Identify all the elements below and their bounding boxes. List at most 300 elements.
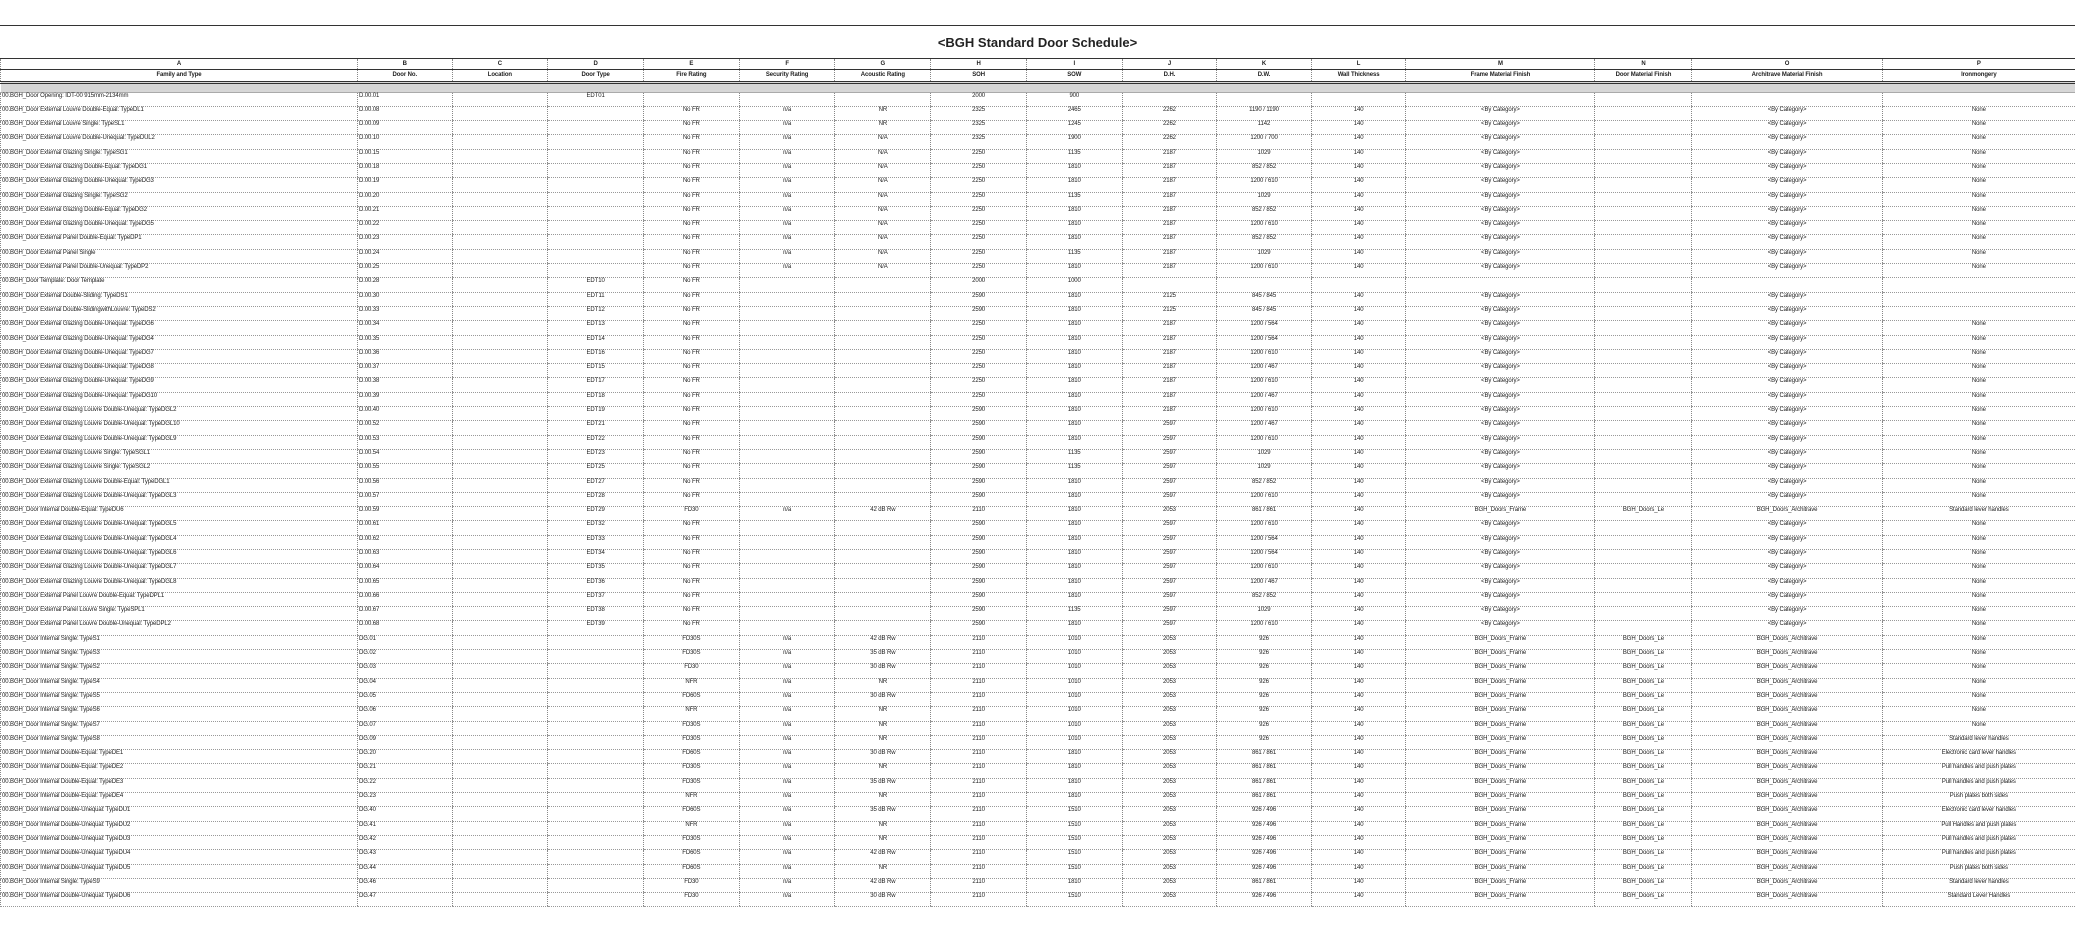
cell-architrave-material-finish[interactable]: BGH_Doors_Architrave xyxy=(1692,850,1882,864)
cell-dh[interactable]: 2187 xyxy=(1122,221,1217,235)
cell-door-no[interactable]: D.00.24 xyxy=(357,249,452,263)
table-row[interactable] xyxy=(1,435,2075,449)
cell-dh[interactable]: 2597 xyxy=(1122,564,1217,578)
cell-dw[interactable]: 1200 / 564 xyxy=(1217,535,1312,549)
table-row[interactable] xyxy=(1,178,2075,192)
cell-frame-material-finish[interactable]: <By Category> xyxy=(1406,621,1595,635)
cell-family-and-type[interactable]: 00.BGH_Door Internal Single: TypeS3 xyxy=(1,650,358,664)
cell-frame-material-finish[interactable]: <By Category> xyxy=(1406,607,1595,621)
table-row[interactable] xyxy=(1,492,2075,506)
cell-architrave-material-finish[interactable]: <By Category> xyxy=(1692,106,1882,120)
cell-family-and-type[interactable]: 00.BGH_Door Internal Single: TypeS2 xyxy=(1,664,358,678)
cell-frame-material-finish[interactable]: <By Category> xyxy=(1406,135,1595,149)
cell-door-no[interactable]: D.00.28 xyxy=(357,278,452,292)
cell-ironmongery[interactable] xyxy=(1882,92,2075,106)
cell-dw[interactable]: 861 / 861 xyxy=(1217,764,1312,778)
cell-location[interactable] xyxy=(452,235,548,249)
table-row[interactable] xyxy=(1,392,2075,406)
cell-dh[interactable]: 2053 xyxy=(1122,664,1217,678)
column-header-dh[interactable]: D.H. xyxy=(1122,69,1217,82)
cell-sow[interactable]: 1510 xyxy=(1026,835,1122,849)
cell-sow[interactable]: 1810 xyxy=(1026,435,1122,449)
cell-door-material-finish[interactable] xyxy=(1595,607,1692,621)
cell-door-type[interactable] xyxy=(548,149,644,163)
cell-door-no[interactable]: DG.06 xyxy=(357,707,452,721)
table-row[interactable] xyxy=(1,478,2075,492)
cell-door-material-finish[interactable]: BGH_Doors_Le xyxy=(1595,778,1692,792)
cell-ironmongery[interactable]: None xyxy=(1882,349,2075,363)
cell-architrave-material-finish[interactable]: <By Category> xyxy=(1692,321,1882,335)
cell-location[interactable] xyxy=(452,321,548,335)
cell-dw[interactable]: 1200 / 700 xyxy=(1217,135,1312,149)
cell-door-no[interactable]: DG.41 xyxy=(357,821,452,835)
cell-architrave-material-finish[interactable]: <By Category> xyxy=(1692,435,1882,449)
cell-ironmongery[interactable]: Electronic card lever handles xyxy=(1882,807,2075,821)
table-row[interactable] xyxy=(1,664,2075,678)
cell-door-no[interactable]: D.00.56 xyxy=(357,478,452,492)
cell-fire-rating[interactable]: No FR xyxy=(644,135,740,149)
cell-sow[interactable]: 1010 xyxy=(1026,650,1122,664)
cell-family-and-type[interactable]: 00.BGH_Door External Glazing Double-Equal: TypeDG2 xyxy=(1,206,358,220)
cell-wall-thickness[interactable]: 140 xyxy=(1311,235,1406,249)
cell-door-no[interactable]: DG.40 xyxy=(357,807,452,821)
cell-architrave-material-finish[interactable]: <By Category> xyxy=(1692,292,1882,306)
cell-wall-thickness[interactable]: 140 xyxy=(1311,750,1406,764)
cell-door-material-finish[interactable]: BGH_Doors_Le xyxy=(1595,793,1692,807)
cell-acoustic-rating[interactable]: N/A xyxy=(835,163,931,177)
cell-fire-rating[interactable]: No FR xyxy=(644,278,740,292)
cell-family-and-type[interactable]: 00.BGH_Door Internal Single: TypeS1 xyxy=(1,635,358,649)
column-letter-door-no[interactable]: B xyxy=(357,59,452,69)
cell-door-no[interactable]: DG.02 xyxy=(357,650,452,664)
cell-door-no[interactable]: DG.03 xyxy=(357,664,452,678)
cell-fire-rating[interactable]: No FR xyxy=(644,106,740,120)
cell-location[interactable] xyxy=(452,421,548,435)
table-row[interactable] xyxy=(1,106,2075,120)
cell-security-rating[interactable] xyxy=(739,435,835,449)
cell-acoustic-rating[interactable]: NR xyxy=(835,678,931,692)
cell-soh[interactable]: 2250 xyxy=(931,178,1027,192)
cell-family-and-type[interactable]: 00.BGH_Door External Glazing Louvre Double-Unequal: TypeDGL4 xyxy=(1,535,358,549)
cell-architrave-material-finish[interactable]: BGH_Doors_Architrave xyxy=(1692,893,1882,907)
cell-sow[interactable]: 1810 xyxy=(1026,778,1122,792)
cell-wall-thickness[interactable]: 140 xyxy=(1311,507,1406,521)
cell-dw[interactable]: 845 / 845 xyxy=(1217,292,1312,306)
cell-door-material-finish[interactable]: BGH_Doors_Le xyxy=(1595,635,1692,649)
cell-dw[interactable]: 926 xyxy=(1217,707,1312,721)
cell-security-rating[interactable] xyxy=(739,364,835,378)
cell-frame-material-finish[interactable]: <By Category> xyxy=(1406,192,1595,206)
cell-ironmongery[interactable]: None xyxy=(1882,478,2075,492)
cell-dh[interactable] xyxy=(1122,92,1217,106)
cell-frame-material-finish[interactable]: <By Category> xyxy=(1406,592,1595,606)
table-row[interactable] xyxy=(1,735,2075,749)
cell-location[interactable] xyxy=(452,864,548,878)
cell-door-no[interactable]: D.00.54 xyxy=(357,449,452,463)
cell-dw[interactable]: 852 / 852 xyxy=(1217,206,1312,220)
cell-family-and-type[interactable]: 00.BGH_Door Internal Double-Equal: TypeDU6 xyxy=(1,507,358,521)
cell-sow[interactable]: 1510 xyxy=(1026,850,1122,864)
table-row[interactable] xyxy=(1,635,2075,649)
cell-wall-thickness[interactable]: 140 xyxy=(1311,778,1406,792)
cell-dh[interactable]: 2597 xyxy=(1122,421,1217,435)
table-row[interactable] xyxy=(1,364,2075,378)
cell-door-no[interactable]: DG.43 xyxy=(357,850,452,864)
cell-fire-rating[interactable]: No FR xyxy=(644,292,740,306)
cell-acoustic-rating[interactable]: N/A xyxy=(835,135,931,149)
cell-security-rating[interactable]: n/a xyxy=(739,721,835,735)
cell-door-material-finish[interactable]: BGH_Doors_Le xyxy=(1595,750,1692,764)
cell-sow[interactable]: 1135 xyxy=(1026,249,1122,263)
cell-wall-thickness[interactable]: 140 xyxy=(1311,521,1406,535)
cell-soh[interactable]: 2250 xyxy=(931,378,1027,392)
cell-architrave-material-finish[interactable]: <By Category> xyxy=(1692,349,1882,363)
cell-door-material-finish[interactable]: BGH_Doors_Le xyxy=(1595,764,1692,778)
cell-family-and-type[interactable]: 00.BGH_Door Internal Double-Equal: TypeDE1 xyxy=(1,750,358,764)
cell-door-no[interactable]: D.00.63 xyxy=(357,550,452,564)
cell-architrave-material-finish[interactable]: <By Category> xyxy=(1692,607,1882,621)
cell-door-material-finish[interactable] xyxy=(1595,264,1692,278)
cell-location[interactable] xyxy=(452,621,548,635)
cell-dw[interactable]: 926 / 496 xyxy=(1217,821,1312,835)
cell-dw[interactable]: 861 / 861 xyxy=(1217,878,1312,892)
cell-architrave-material-finish[interactable]: <By Category> xyxy=(1692,535,1882,549)
cell-wall-thickness[interactable]: 140 xyxy=(1311,550,1406,564)
cell-fire-rating[interactable]: FD30 xyxy=(644,507,740,521)
cell-door-material-finish[interactable] xyxy=(1595,178,1692,192)
cell-frame-material-finish[interactable]: <By Category> xyxy=(1406,221,1595,235)
cell-soh[interactable]: 2590 xyxy=(931,578,1027,592)
table-row[interactable] xyxy=(1,378,2075,392)
cell-location[interactable] xyxy=(452,135,548,149)
cell-architrave-material-finish[interactable]: BGH_Doors_Architrave xyxy=(1692,778,1882,792)
cell-soh[interactable]: 2110 xyxy=(931,835,1027,849)
cell-door-type[interactable] xyxy=(548,692,644,706)
cell-acoustic-rating[interactable] xyxy=(835,621,931,635)
cell-door-material-finish[interactable] xyxy=(1595,364,1692,378)
cell-wall-thickness[interactable]: 140 xyxy=(1311,478,1406,492)
cell-frame-material-finish[interactable]: <By Category> xyxy=(1406,178,1595,192)
cell-soh[interactable]: 2325 xyxy=(931,121,1027,135)
cell-frame-material-finish[interactable]: <By Category> xyxy=(1406,106,1595,120)
cell-frame-material-finish[interactable]: <By Category> xyxy=(1406,550,1595,564)
cell-dh[interactable]: 2053 xyxy=(1122,692,1217,706)
cell-door-material-finish[interactable]: BGH_Doors_Le xyxy=(1595,850,1692,864)
cell-family-and-type[interactable]: 00.BGH_Door Internal Single: TypeS6 xyxy=(1,707,358,721)
column-letter-ironmongery[interactable]: P xyxy=(1882,59,2075,69)
cell-dh[interactable]: 2187 xyxy=(1122,392,1217,406)
cell-door-material-finish[interactable] xyxy=(1595,407,1692,421)
cell-fire-rating[interactable]: No FR xyxy=(644,178,740,192)
cell-location[interactable] xyxy=(452,678,548,692)
cell-dw[interactable]: 861 / 861 xyxy=(1217,750,1312,764)
table-row[interactable] xyxy=(1,163,2075,177)
cell-acoustic-rating[interactable]: N/A xyxy=(835,235,931,249)
cell-wall-thickness[interactable]: 140 xyxy=(1311,206,1406,220)
cell-door-material-finish[interactable]: BGH_Doors_Le xyxy=(1595,821,1692,835)
cell-architrave-material-finish[interactable]: <By Category> xyxy=(1692,192,1882,206)
cell-ironmongery[interactable]: None xyxy=(1882,407,2075,421)
cell-fire-rating[interactable]: No FR xyxy=(644,321,740,335)
cell-ironmongery[interactable]: None xyxy=(1882,135,2075,149)
cell-fire-rating[interactable]: NFR xyxy=(644,793,740,807)
cell-acoustic-rating[interactable]: 30 dB Rw xyxy=(835,692,931,706)
cell-family-and-type[interactable]: 00.BGH_Door Internal Double-Unequal: TypeDU1 xyxy=(1,807,358,821)
cell-door-material-finish[interactable] xyxy=(1595,106,1692,120)
cell-fire-rating[interactable]: No FR xyxy=(644,335,740,349)
cell-door-type[interactable]: EDT11 xyxy=(548,292,644,306)
cell-security-rating[interactable] xyxy=(739,278,835,292)
cell-sow[interactable]: 1810 xyxy=(1026,378,1122,392)
cell-door-type[interactable] xyxy=(548,764,644,778)
cell-location[interactable] xyxy=(452,407,548,421)
cell-sow[interactable]: 1135 xyxy=(1026,192,1122,206)
cell-soh[interactable]: 2250 xyxy=(931,249,1027,263)
cell-ironmongery[interactable]: None xyxy=(1882,264,2075,278)
cell-sow[interactable]: 1810 xyxy=(1026,564,1122,578)
cell-acoustic-rating[interactable]: 35 dB Rw xyxy=(835,807,931,821)
cell-sow[interactable]: 1135 xyxy=(1026,449,1122,463)
cell-frame-material-finish[interactable]: <By Category> xyxy=(1406,578,1595,592)
cell-wall-thickness[interactable]: 140 xyxy=(1311,335,1406,349)
cell-door-material-finish[interactable]: BGH_Doors_Le xyxy=(1595,835,1692,849)
cell-location[interactable] xyxy=(452,692,548,706)
cell-security-rating[interactable] xyxy=(739,421,835,435)
cell-architrave-material-finish[interactable]: <By Category> xyxy=(1692,521,1882,535)
cell-acoustic-rating[interactable] xyxy=(835,564,931,578)
cell-security-rating[interactable]: n/a xyxy=(739,178,835,192)
table-row[interactable] xyxy=(1,292,2075,306)
cell-ironmongery[interactable]: None xyxy=(1882,521,2075,535)
cell-architrave-material-finish[interactable]: <By Category> xyxy=(1692,592,1882,606)
cell-sow[interactable]: 1810 xyxy=(1026,478,1122,492)
cell-ironmongery[interactable]: None xyxy=(1882,192,2075,206)
cell-location[interactable] xyxy=(452,249,548,263)
cell-dw[interactable]: 926 / 496 xyxy=(1217,893,1312,907)
cell-architrave-material-finish[interactable]: BGH_Doors_Architrave xyxy=(1692,878,1882,892)
cell-door-type[interactable]: EDT15 xyxy=(548,364,644,378)
cell-dw[interactable]: 1029 xyxy=(1217,149,1312,163)
cell-location[interactable] xyxy=(452,278,548,292)
cell-fire-rating[interactable]: No FR xyxy=(644,535,740,549)
cell-door-type[interactable]: EDT35 xyxy=(548,564,644,578)
cell-acoustic-rating[interactable] xyxy=(835,306,931,320)
cell-door-material-finish[interactable] xyxy=(1595,278,1692,292)
cell-location[interactable] xyxy=(452,878,548,892)
cell-architrave-material-finish[interactable]: <By Category> xyxy=(1692,378,1882,392)
cell-location[interactable] xyxy=(452,478,548,492)
cell-dw[interactable]: 852 / 852 xyxy=(1217,478,1312,492)
cell-soh[interactable]: 2110 xyxy=(931,864,1027,878)
cell-door-no[interactable]: D.00.22 xyxy=(357,221,452,235)
cell-door-type[interactable]: EDT10 xyxy=(548,278,644,292)
cell-fire-rating[interactable]: NFR xyxy=(644,707,740,721)
cell-frame-material-finish[interactable]: <By Category> xyxy=(1406,407,1595,421)
cell-security-rating[interactable]: n/a xyxy=(739,893,835,907)
cell-acoustic-rating[interactable]: N/A xyxy=(835,264,931,278)
cell-acoustic-rating[interactable]: NR xyxy=(835,835,931,849)
cell-wall-thickness[interactable]: 140 xyxy=(1311,378,1406,392)
cell-family-and-type[interactable]: 00.BGH_Door External Glazing Louvre Double-Unequal: TypeDGL8 xyxy=(1,578,358,592)
cell-door-type[interactable] xyxy=(548,678,644,692)
column-letter-location[interactable]: C xyxy=(452,59,548,69)
cell-wall-thickness[interactable]: 140 xyxy=(1311,607,1406,621)
cell-dh[interactable]: 2262 xyxy=(1122,121,1217,135)
cell-location[interactable] xyxy=(452,750,548,764)
column-letter-soh[interactable]: H xyxy=(931,59,1027,69)
cell-dh[interactable]: 2187 xyxy=(1122,378,1217,392)
cell-dh[interactable]: 2053 xyxy=(1122,707,1217,721)
cell-dw[interactable]: 926 / 496 xyxy=(1217,864,1312,878)
cell-location[interactable] xyxy=(452,92,548,106)
table-row[interactable] xyxy=(1,793,2075,807)
cell-architrave-material-finish[interactable]: BGH_Doors_Architrave xyxy=(1692,793,1882,807)
cell-wall-thickness[interactable]: 140 xyxy=(1311,864,1406,878)
cell-frame-material-finish[interactable]: BGH_Doors_Frame xyxy=(1406,764,1595,778)
cell-architrave-material-finish[interactable]: <By Category> xyxy=(1692,421,1882,435)
cell-sow[interactable]: 1510 xyxy=(1026,893,1122,907)
cell-sow[interactable]: 1010 xyxy=(1026,735,1122,749)
cell-door-material-finish[interactable] xyxy=(1595,235,1692,249)
cell-family-and-type[interactable]: 00.BGH_Door External Double-SlidingwithLouvre: TypeDS2 xyxy=(1,306,358,320)
cell-security-rating[interactable] xyxy=(739,478,835,492)
cell-dw[interactable]: 1200 / 610 xyxy=(1217,264,1312,278)
cell-location[interactable] xyxy=(452,364,548,378)
cell-sow[interactable]: 1810 xyxy=(1026,264,1122,278)
cell-door-type[interactable]: EDT01 xyxy=(548,92,644,106)
cell-dw[interactable]: 1200 / 610 xyxy=(1217,378,1312,392)
cell-security-rating[interactable] xyxy=(739,550,835,564)
cell-sow[interactable]: 1810 xyxy=(1026,764,1122,778)
cell-acoustic-rating[interactable] xyxy=(835,607,931,621)
cell-door-no[interactable]: D.00.25 xyxy=(357,264,452,278)
table-row[interactable] xyxy=(1,221,2075,235)
cell-family-and-type[interactable]: 00.BGH_Door External Glazing Louvre Double-Unequal: TypeDGL3 xyxy=(1,492,358,506)
cell-security-rating[interactable]: n/a xyxy=(739,735,835,749)
table-row[interactable] xyxy=(1,421,2075,435)
cell-architrave-material-finish[interactable]: BGH_Doors_Architrave xyxy=(1692,507,1882,521)
table-row[interactable] xyxy=(1,264,2075,278)
cell-soh[interactable]: 2590 xyxy=(931,435,1027,449)
cell-door-no[interactable]: D.00.66 xyxy=(357,592,452,606)
cell-wall-thickness[interactable]: 140 xyxy=(1311,893,1406,907)
cell-door-material-finish[interactable]: BGH_Doors_Le xyxy=(1595,878,1692,892)
cell-frame-material-finish[interactable]: BGH_Doors_Frame xyxy=(1406,850,1595,864)
cell-fire-rating[interactable]: No FR xyxy=(644,564,740,578)
cell-architrave-material-finish[interactable]: <By Category> xyxy=(1692,264,1882,278)
cell-family-and-type[interactable]: 00.BGH_Door Internal Double-Unequal: TypeDU3 xyxy=(1,835,358,849)
table-row[interactable] xyxy=(1,464,2075,478)
cell-dw[interactable]: 845 / 845 xyxy=(1217,306,1312,320)
cell-family-and-type[interactable]: 00.BGH_Door Internal Single: TypeS9 xyxy=(1,878,358,892)
cell-acoustic-rating[interactable]: N/A xyxy=(835,192,931,206)
cell-soh[interactable]: 2325 xyxy=(931,135,1027,149)
cell-fire-rating[interactable]: No FR xyxy=(644,449,740,463)
cell-security-rating[interactable] xyxy=(739,392,835,406)
cell-dh[interactable]: 2053 xyxy=(1122,635,1217,649)
cell-architrave-material-finish[interactable]: <By Category> xyxy=(1692,478,1882,492)
cell-family-and-type[interactable]: 00.BGH_Door External Panel Louvre Single: TypeSPL1 xyxy=(1,607,358,621)
cell-location[interactable] xyxy=(452,664,548,678)
cell-wall-thickness[interactable]: 140 xyxy=(1311,407,1406,421)
cell-family-and-type[interactable]: 00.BGH_Door External Glazing Double-Unequal: TypeDG10 xyxy=(1,392,358,406)
cell-dh[interactable] xyxy=(1122,278,1217,292)
cell-soh[interactable]: 2250 xyxy=(931,235,1027,249)
cell-location[interactable] xyxy=(452,349,548,363)
cell-door-no[interactable]: DG.44 xyxy=(357,864,452,878)
cell-sow[interactable]: 1010 xyxy=(1026,678,1122,692)
cell-door-no[interactable]: D.00.18 xyxy=(357,163,452,177)
cell-door-no[interactable]: D.00.08 xyxy=(357,106,452,120)
cell-door-material-finish[interactable]: BGH_Doors_Le xyxy=(1595,707,1692,721)
cell-security-rating[interactable]: n/a xyxy=(739,793,835,807)
cell-frame-material-finish[interactable]: <By Category> xyxy=(1406,364,1595,378)
cell-acoustic-rating[interactable]: 42 dB Rw xyxy=(835,850,931,864)
cell-frame-material-finish[interactable] xyxy=(1406,278,1595,292)
cell-door-type[interactable] xyxy=(548,206,644,220)
cell-sow[interactable]: 1510 xyxy=(1026,807,1122,821)
cell-door-type[interactable]: EDT12 xyxy=(548,306,644,320)
cell-fire-rating[interactable]: No FR xyxy=(644,435,740,449)
cell-frame-material-finish[interactable]: <By Category> xyxy=(1406,535,1595,549)
cell-location[interactable] xyxy=(452,893,548,907)
cell-location[interactable] xyxy=(452,178,548,192)
column-letter-door-type[interactable]: D xyxy=(548,59,644,69)
cell-security-rating[interactable]: n/a xyxy=(739,707,835,721)
cell-soh[interactable]: 2000 xyxy=(931,92,1027,106)
cell-door-material-finish[interactable] xyxy=(1595,306,1692,320)
table-row[interactable] xyxy=(1,692,2075,706)
cell-location[interactable] xyxy=(452,392,548,406)
cell-architrave-material-finish[interactable]: <By Category> xyxy=(1692,206,1882,220)
cell-location[interactable] xyxy=(452,292,548,306)
column-header-door-no[interactable]: Door No. xyxy=(357,69,452,82)
cell-acoustic-rating[interactable]: 42 dB Rw xyxy=(835,878,931,892)
cell-sow[interactable]: 900 xyxy=(1026,92,1122,106)
cell-dw[interactable]: 926 xyxy=(1217,735,1312,749)
cell-ironmongery[interactable]: None xyxy=(1882,635,2075,649)
cell-security-rating[interactable] xyxy=(739,335,835,349)
cell-family-and-type[interactable]: 00.BGH_Door Internal Double-Unequal: TypeDU2 xyxy=(1,821,358,835)
cell-door-material-finish[interactable] xyxy=(1595,592,1692,606)
cell-location[interactable] xyxy=(452,435,548,449)
table-row[interactable] xyxy=(1,321,2075,335)
cell-soh[interactable]: 2590 xyxy=(931,464,1027,478)
cell-dw[interactable]: 1200 / 610 xyxy=(1217,178,1312,192)
cell-wall-thickness[interactable] xyxy=(1311,278,1406,292)
cell-frame-material-finish[interactable]: <By Category> xyxy=(1406,478,1595,492)
cell-family-and-type[interactable]: 00.BGH_Door Internal Double-Unequal: TypeDU5 xyxy=(1,864,358,878)
cell-architrave-material-finish[interactable]: BGH_Doors_Architrave xyxy=(1692,635,1882,649)
cell-location[interactable] xyxy=(452,121,548,135)
cell-family-and-type[interactable]: 00.BGH_Door Internal Single: TypeS8 xyxy=(1,735,358,749)
table-row[interactable] xyxy=(1,135,2075,149)
cell-ironmongery[interactable]: None xyxy=(1882,121,2075,135)
cell-location[interactable] xyxy=(452,592,548,606)
cell-door-type[interactable] xyxy=(548,221,644,235)
cell-ironmongery[interactable]: None xyxy=(1882,435,2075,449)
cell-security-rating[interactable] xyxy=(739,292,835,306)
cell-wall-thickness[interactable]: 140 xyxy=(1311,492,1406,506)
table-row[interactable] xyxy=(1,621,2075,635)
cell-door-material-finish[interactable] xyxy=(1595,92,1692,106)
cell-family-and-type[interactable]: 00.BGH_Door External Glazing Double-Unequal: TypeDG9 xyxy=(1,378,358,392)
cell-architrave-material-finish[interactable]: BGH_Doors_Architrave xyxy=(1692,864,1882,878)
cell-dw[interactable] xyxy=(1217,92,1312,106)
cell-security-rating[interactable] xyxy=(739,407,835,421)
cell-door-type[interactable] xyxy=(548,264,644,278)
column-header-location[interactable]: Location xyxy=(452,69,548,82)
